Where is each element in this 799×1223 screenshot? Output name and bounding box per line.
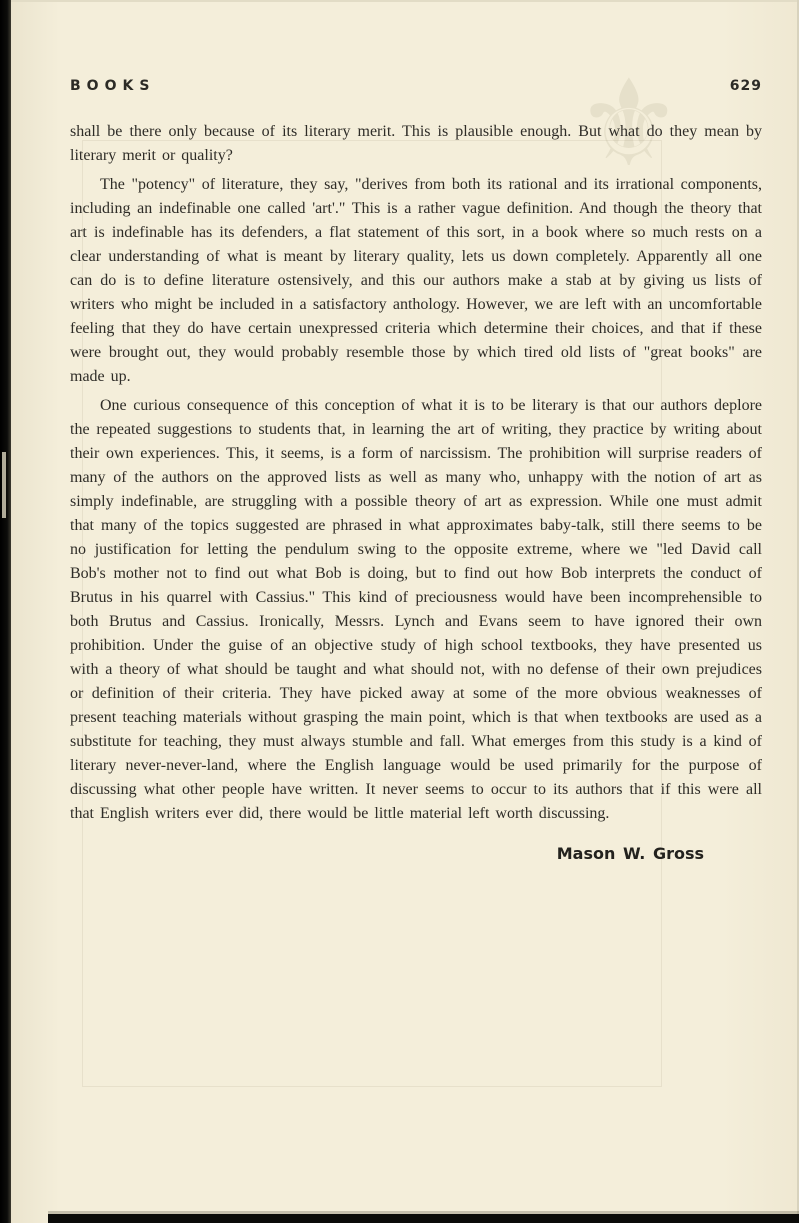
paragraph: One curious consequence of this conception of what it is to be literary is that our authors deplore the repeated suggestions to students that, in learning the art of writing, they practice by writing about their own experiences. This, it seems, is a form of narcissism. The prohibition will surprise readers of many of the authors on the approved lists as well as many who, unhappy with the notion of art as simply indefinable, are struggling with a possible theory of art as expression. While one must admit that many of the topics suggested are phrased in what approximates baby-talk, still there seems to be no justification for letting the pendulum swing to the opposite extreme, where we "led David call Bob's mother not to find out what Bob is doing, but to find out how Bob interprets the conduct of Brutus in his quarrel with Cassius." This kind of preciousness would have been incomprehensible to both Brutus and Cassius. Ironically, Messrs. Lynch and Evans seem to have ignored their own prohibition. Under the guise of an objective study of high school textbooks, they have presented us with a theory of what should be taught and what should not, with no defense of their own prejudices or definition of their criteria. They have picked away at some of the more obvious weaknesses of present teaching materials without grasping the main point, which is that when textbooks are used as a substitute for teaching, they must always stumble and fall. What emerges from this study is a kind of literary never-never-land, where the English language would be used primarily for the purpose of discussing what other people have written. It never seems to occur to its authors that if this were all that English writers ever did, there would be little material left worth discussing. — [70, 397, 762, 822]
section-label: BOOKS — [70, 78, 156, 94]
page-content — [70, 78, 762, 866]
bottom-edge-shadow — [48, 1214, 799, 1223]
paragraph: shall be there only because of its literary merit. This is plausible enough. But what do they mean by literary merit or quality? — [70, 123, 762, 164]
watermark-fleur-icon: ⚜ — [575, 55, 683, 194]
running-head — [70, 78, 762, 94]
binding-edge-shadow — [0, 0, 11, 1223]
paragraph: The "potency" of literature, they say, "derives from both its rational and its irrational components, including an indefinable one called 'art'." This is a rather vague definition. And though the theory that art is indefinable has its defenders, a flat statement of this sort, in a book where so much rests on a clear understanding of what is meant by literary quality, lets us down completely. Apparently all one can do is to define literature ostensively, and this our authors make a stab at by giving us lists of writers who might be included in a satisfactory anthology. However, we are left with an uncomfortable feeling that they do have certain unexpressed criteria which determine their choices, and that if these were brought out, they would probably resemble those by which tired old lists of "great books" are made up. — [70, 176, 762, 385]
article-body — [70, 120, 762, 866]
binding-mark — [2, 452, 6, 518]
page-top-edge — [0, 0, 799, 2]
author-signature: Mason W. Gross — [556, 844, 704, 863]
page-number: 629 — [729, 78, 762, 94]
